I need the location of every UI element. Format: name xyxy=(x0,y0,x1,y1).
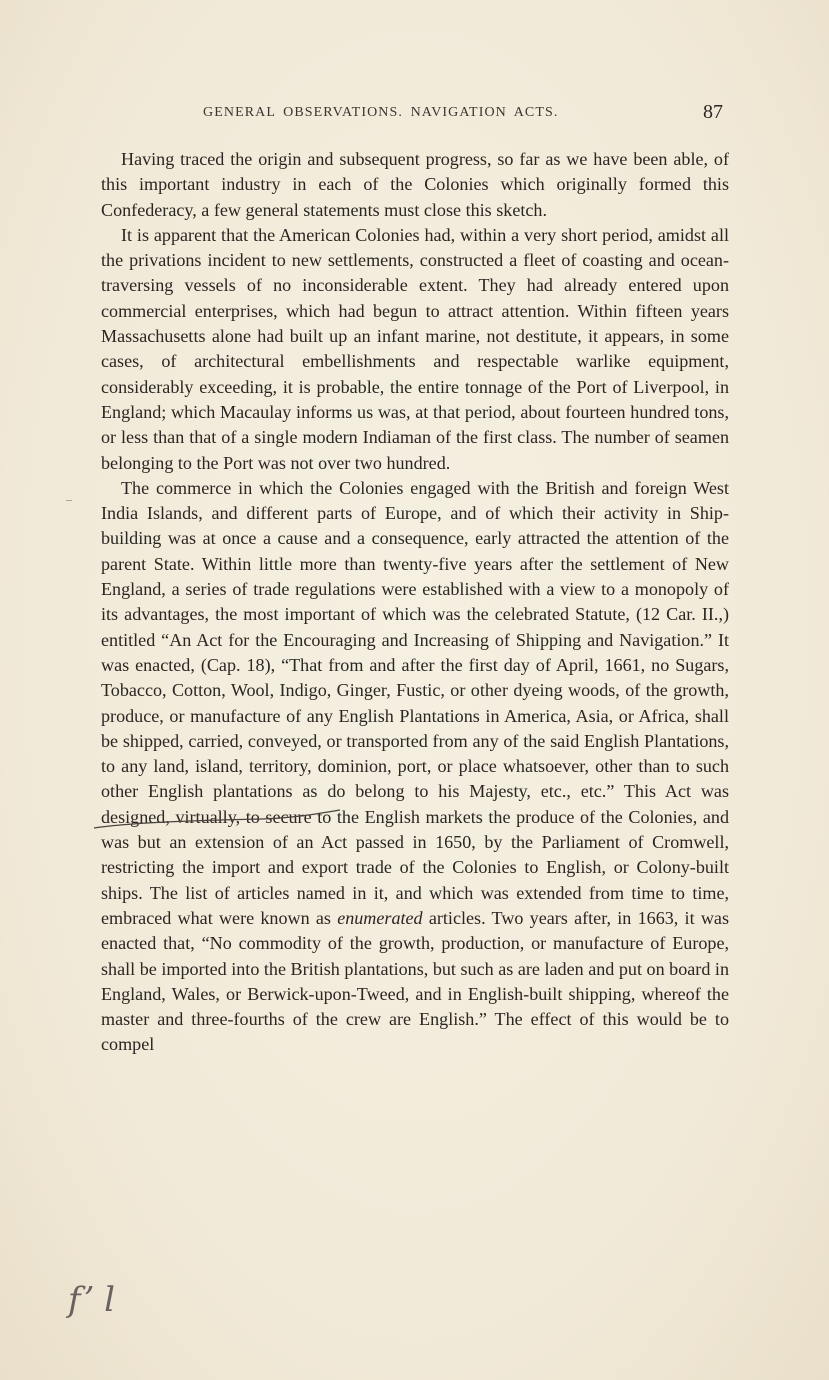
running-title: GENERAL OBSERVATIONS. NAVIGATION ACTS. xyxy=(203,105,559,120)
pencil-mark: fʼ l xyxy=(68,1280,118,1320)
pencil-underline xyxy=(92,808,342,830)
paragraph-1: Having traced the origin and subsequent progress, so far as we have been able, of this important industry in each of the Colonies which originally formed this Confederacy, a few general statements must close this sketch. xyxy=(101,149,729,220)
margin-mark: – xyxy=(66,492,72,506)
paragraph-3: The commerce in which the Colonies engaged with the British and foreign West India Islands, and different parts of Europe, and of which their activity in Ship-building was at once a cause and a consequence, early attracted the attention of the parent State. Within little more than twenty-five years after the settlement of New England, a series of trade regulations were established with a view to a monopoly of its advantages, the most important of which was the celebrated Statute, (12 Car. II.,) entitled “An Act for the Encouraging and Increasing of Shipping and Navigation.” It was enacted, (Cap. 18), “That from and after the first day of April, 1661, no Sugars, Tobacco, Cotton, Wool, Indigo, Ginger, Fustic, or other dyeing woods, of the growth, produce, or manufacture of any English Plantations in America, Asia, or Africa, shall be shipped, carried, conveyed, or transported from any of the said English Plantations, to any land, island, territory, dominion, port, or place whatsoever, other than to such other English plantations as do belong to his Majesty, etc., etc.” This Act was designed, virtually, to secure to the English markets the produce of the Colonies, and was but an extension of an Act passed in 1650, by the Parliament of Cromwell, restricting the import and export trade of the Colonies to English, or Colony-built ships. The list of articles named in it, and which was extended from time to time, embraced what were known as enumerated articles. Two years after, in 1663, it was enacted that, “No commodity of the growth, production, or manufacture of Europe, shall be imported into the British plantations, but such as are laden and put on board in England, Wales, or Berwick-upon-Tweed, and in English-built shipping, whereof the master and three-fourths of the crew are English.” The effect of this would be to compel xyxy=(101,477,729,1055)
paragraph-2: It is apparent that the American Colonies had, within a very short period, amidst all the privations incident to new settlements, constructed a fleet of coasting and ocean-traversing vessels of no inconsiderable extent. They had already entered upon commercial enterprises, which had begun to attract attention. Within fifteen years Massachusetts alone had built up an infant marine, not destitute, it appears, in some cases, of architectural embellishments and respectable warlike equipment, considerably exceeding, it is probable, the entire tonnage of the Port of Liverpool, in England; which Macaulay informs us was, at that period, about fourteen hundred tons, or less than that of a single modern Indiaman of the first class. The number of seamen belonging to the Port was not over two hundred. xyxy=(101,224,729,473)
emphasized-term: enumerated xyxy=(337,907,423,928)
body-text xyxy=(101,147,729,1058)
page-number: 87 xyxy=(703,101,723,123)
running-head xyxy=(203,101,723,131)
